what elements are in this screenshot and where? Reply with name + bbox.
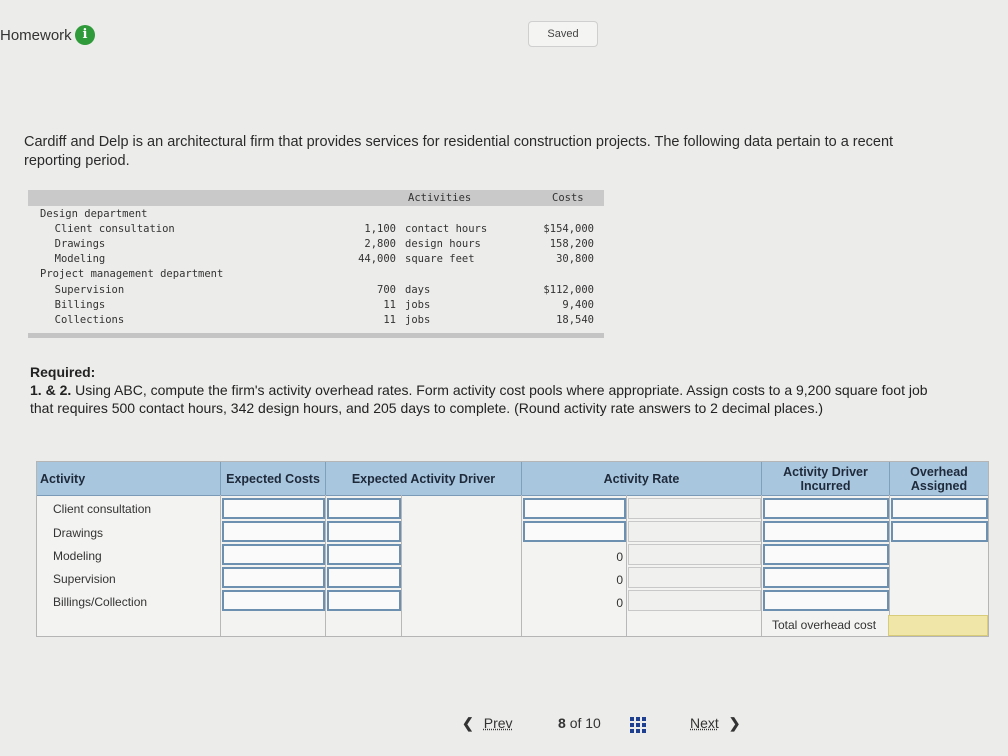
- answer-table-header: [37, 462, 988, 496]
- data-row: [24, 284, 604, 299]
- data-row: [24, 299, 604, 314]
- data-row: [24, 253, 604, 268]
- cost-data-table: [24, 188, 604, 340]
- expected-driver-col-header: Expected Activity Driver: [325, 462, 521, 495]
- row-label: Project management department: [40, 268, 224, 280]
- expected-driver-input[interactable]: [327, 498, 401, 519]
- row-label: Supervision: [42, 284, 125, 296]
- driver-incurred-input[interactable]: [763, 544, 889, 565]
- costs-header: Costs: [552, 192, 584, 204]
- expected-costs-col-header: Expected Costs: [220, 462, 325, 495]
- column-divider: [761, 495, 762, 636]
- activity-label: Client consultation: [53, 502, 152, 516]
- current-page: 8: [558, 715, 566, 731]
- problem-intro: Cardiff and Delp is an architectural firm that provides services for residential construction projects. The following data pertain to a recent reporting period.: [24, 134, 894, 169]
- expected-cost-input[interactable]: [222, 590, 325, 611]
- activity-rate-unit-cell: [628, 590, 761, 611]
- answer-table: [36, 461, 989, 637]
- row-label: Modeling: [42, 253, 106, 265]
- column-divider: [325, 495, 326, 636]
- saved-status-badge: Saved: [528, 21, 598, 47]
- next-label: Next: [690, 715, 719, 731]
- row-label: Client consultation: [42, 223, 175, 235]
- row-unit: square feet: [405, 253, 475, 265]
- row-unit: design hours: [405, 238, 481, 250]
- row-qty: 11: [383, 314, 396, 326]
- required-instructions: [30, 363, 950, 417]
- row-qty: 44,000: [358, 253, 396, 265]
- question-grid-icon[interactable]: [630, 717, 648, 733]
- activity-rate-value: 0: [616, 550, 623, 564]
- activity-rate-input[interactable]: [523, 521, 626, 542]
- row-unit: jobs: [405, 299, 431, 311]
- column-divider: [521, 495, 522, 636]
- activity-rate-col-header: Activity Rate: [521, 462, 761, 495]
- prev-button[interactable]: [462, 715, 513, 737]
- data-row: [24, 238, 604, 253]
- total-overhead-label: Total overhead cost: [772, 618, 877, 632]
- row-label: Drawings: [42, 238, 106, 250]
- activity-col-header: Activity: [40, 471, 86, 486]
- activity-rate-unit-cell: [628, 498, 761, 519]
- activities-header: Activities: [408, 192, 472, 204]
- overhead-assigned-input[interactable]: [891, 498, 988, 519]
- row-unit: jobs: [405, 314, 431, 326]
- row-cost: 9,400: [562, 299, 594, 311]
- activity-label: Drawings: [53, 526, 104, 540]
- driver-incurred-input[interactable]: [763, 567, 889, 588]
- data-row: [24, 208, 604, 223]
- row-qty: 1,100: [364, 223, 396, 235]
- driver-incurred-input[interactable]: [763, 521, 889, 542]
- chevron-right-icon: ❯: [728, 715, 741, 731]
- row-unit: contact hours: [405, 223, 488, 235]
- activity-label: Supervision: [53, 572, 116, 586]
- activity-rate-input[interactable]: [523, 498, 626, 519]
- data-table-header: [28, 190, 604, 206]
- row-cost: 30,800: [556, 253, 594, 265]
- row-cost: $154,000: [543, 223, 594, 235]
- overhead-assigned-col-header: Overhead Assigned: [889, 462, 988, 495]
- row-qty: 2,800: [364, 238, 396, 250]
- row-cost: 158,200: [549, 238, 594, 250]
- expected-driver-input[interactable]: [327, 544, 401, 565]
- expected-driver-input[interactable]: [327, 590, 401, 611]
- expected-cost-input[interactable]: [222, 567, 325, 588]
- expected-driver-input[interactable]: [327, 521, 401, 542]
- row-label: Collections: [42, 314, 125, 326]
- column-divider: [401, 495, 402, 636]
- data-row: [24, 268, 604, 283]
- next-button[interactable]: [690, 715, 741, 737]
- data-row: [24, 223, 604, 238]
- row-cost: 18,540: [556, 314, 594, 326]
- chevron-left-icon: ❮: [462, 715, 474, 731]
- prev-label: Prev: [483, 715, 513, 731]
- activity-rate-unit-cell: [628, 521, 761, 542]
- required-text: Using ABC, compute the firm's activity overhead rates. Form activity cost pools where appropriate. Assign costs to a 9,200 square foot job that requires 500 contact hours, 342 design hours, and 205 days to complete. (Round activity rate answers to 2 decimal places.): [30, 382, 928, 416]
- row-cost: $112,000: [543, 284, 594, 296]
- expected-cost-input[interactable]: [222, 544, 325, 565]
- top-bar: [0, 14, 1008, 54]
- activity-label: Billings/Collection: [53, 595, 148, 609]
- row-label: Design department: [40, 208, 148, 220]
- assignment-title: Homework: [0, 27, 72, 44]
- required-number: 1. & 2.: [30, 382, 72, 398]
- column-divider: [626, 495, 627, 636]
- data-table-bottom-rule: [28, 333, 604, 338]
- page-total: of 10: [569, 715, 601, 731]
- activity-rate-value: 0: [616, 573, 623, 587]
- expected-cost-input[interactable]: [222, 521, 325, 542]
- row-qty: 11: [383, 299, 396, 311]
- driver-incurred-col-header: Activity Driver Incurred: [761, 462, 889, 495]
- activity-rate-value: 0: [616, 596, 623, 610]
- info-icon[interactable]: i: [75, 25, 95, 45]
- total-overhead-cell[interactable]: [888, 615, 988, 636]
- driver-incurred-input[interactable]: [763, 590, 889, 611]
- required-heading: Required:: [30, 364, 96, 380]
- activity-rate-unit-cell: [628, 544, 761, 565]
- driver-incurred-input[interactable]: [763, 498, 889, 519]
- expected-driver-input[interactable]: [327, 567, 401, 588]
- activity-label: Modeling: [53, 549, 102, 563]
- page-indicator: [558, 715, 601, 737]
- expected-cost-input[interactable]: [222, 498, 325, 519]
- row-unit: days: [405, 284, 431, 296]
- row-qty: 700: [377, 284, 396, 296]
- data-row: [24, 314, 604, 329]
- column-divider: [220, 495, 221, 636]
- row-label: Billings: [42, 299, 106, 311]
- activity-rate-unit-cell: [628, 567, 761, 588]
- overhead-assigned-input[interactable]: [891, 521, 988, 542]
